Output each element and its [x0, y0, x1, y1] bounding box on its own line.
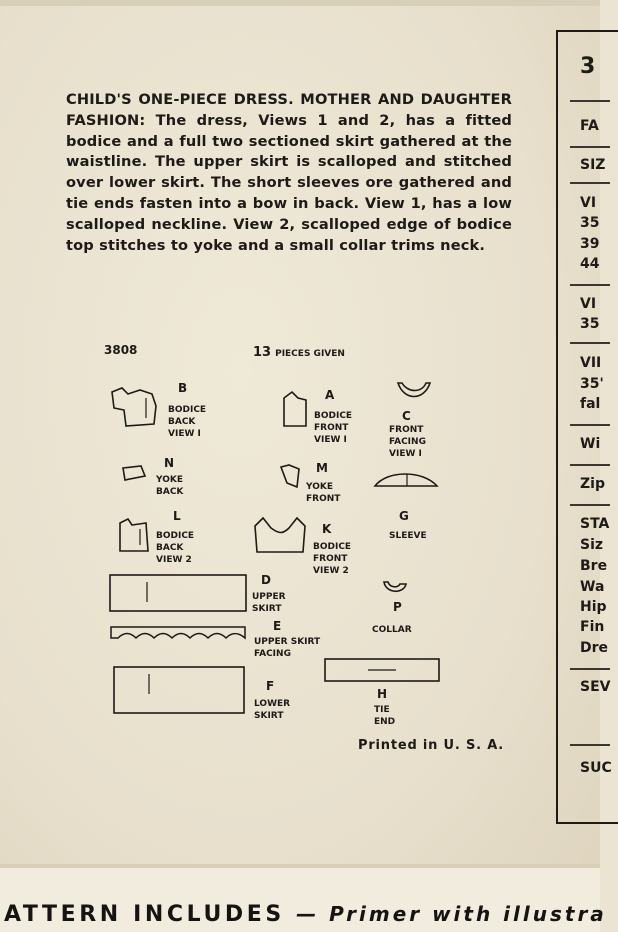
bodice-front-view1-shape	[280, 388, 310, 430]
piece-n-letter: N	[164, 456, 175, 470]
side-rule	[570, 146, 610, 148]
side-cell: FA	[580, 118, 599, 134]
piece-g-letter: G	[399, 509, 409, 523]
piece-e-letter: E	[273, 619, 282, 633]
piece-h-letter: H	[377, 687, 388, 701]
side-cell: Wi	[580, 436, 601, 452]
lower-skirt-shape	[111, 664, 247, 716]
side-rule	[570, 182, 610, 184]
side-cell: Dre	[580, 640, 609, 656]
side-cell: 44	[580, 256, 600, 272]
piece-e-label: UPPER SKIRT FACING	[254, 637, 321, 659]
piece-n-label: YOKE BACK	[156, 475, 184, 497]
printed-in-usa: Printed in U. S. A.	[358, 738, 505, 753]
piece-f-letter: F	[266, 679, 275, 693]
piece-h-label: TIE END	[374, 705, 396, 727]
side-cell: 3	[580, 54, 596, 79]
piece-b-letter: B	[178, 381, 188, 395]
side-cell: Bre	[580, 558, 608, 574]
side-cell: SUC	[580, 760, 612, 776]
piece-f-label: LOWER SKIRT	[254, 699, 291, 721]
side-rule	[570, 424, 610, 426]
piece-g-label: SLEEVE	[389, 531, 427, 541]
bottom-banner-text	[4, 902, 607, 927]
side-rule	[570, 744, 610, 746]
side-cell: STA	[580, 516, 610, 532]
piece-d-label: UPPER SKIRT	[252, 592, 286, 614]
piece-a-letter: A	[325, 388, 335, 402]
banner-sub: — Primer with illustra	[296, 902, 607, 926]
side-cell: Zip	[580, 476, 605, 492]
yoke-front-shape	[277, 461, 303, 491]
side-cell: Fin	[580, 619, 605, 635]
side-cell: SIZ	[580, 157, 606, 173]
piece-a-label: BODICE FRONT VIEW I	[314, 411, 353, 445]
side-cell: VII	[580, 355, 602, 371]
upper-skirt-facing-shape	[108, 624, 248, 642]
front-facing-view1-shape	[394, 379, 434, 405]
yoke-back-shape	[119, 462, 149, 484]
side-cell: VI	[580, 296, 597, 312]
pieces-label: PIECES GIVEN	[275, 349, 345, 359]
tie-end-shape	[322, 656, 442, 684]
side-rule	[570, 504, 610, 506]
piece-l-letter: L	[173, 509, 181, 523]
side-cell: fal	[580, 396, 601, 412]
side-cell: 35'	[580, 376, 604, 392]
piece-k-label: BODICE FRONT VIEW 2	[313, 542, 352, 576]
side-cell: SEV	[580, 679, 611, 695]
side-rule	[570, 100, 610, 102]
bodice-back-view2-shape	[116, 515, 152, 555]
description-body: The dress, Views 1 and 2, has a fitted bodice and a full two sectioned skirt gathered at the waistline. The upper skirt is scalloped and stitched over lower skirt. The short sleeves ore gathered and tie ends fasten into a bow in back. View 1, has a low scalloped neckline. View 2, scalloped edge of bodice top stitches to yoke and a small collar trims neck.	[66, 111, 513, 254]
upper-skirt-shape	[107, 572, 249, 614]
pieces-given	[253, 345, 345, 360]
collar-shape	[380, 578, 410, 598]
side-info-table	[556, 30, 618, 824]
description-title: CHILD'S ONE-PIECE DRESS. MOTHER AND DAUGHTER FASHION:	[66, 91, 512, 129]
side-cell: 35	[580, 316, 600, 332]
side-cell: VI	[580, 195, 597, 211]
piece-p-label: COLLAR	[372, 625, 412, 635]
piece-l-label: BODICE BACK VIEW 2	[156, 531, 195, 565]
side-cell: Siz	[580, 537, 604, 553]
side-cell: 35	[580, 215, 600, 231]
pieces-count: 13	[253, 345, 272, 360]
piece-c-letter: C	[402, 409, 411, 423]
piece-p-letter: P	[393, 600, 402, 614]
envelope-fold	[0, 0, 600, 6]
side-rule	[570, 668, 610, 670]
dress-description	[66, 90, 512, 256]
side-rule	[570, 284, 610, 286]
pattern-number: 3808	[104, 343, 138, 357]
piece-m-letter: M	[316, 461, 328, 475]
side-rule	[570, 342, 610, 344]
side-cell: 39	[580, 236, 600, 252]
piece-k-letter: K	[322, 522, 332, 536]
banner-main: ATTERN INCLUDES	[4, 902, 285, 927]
bodice-back-view1-shape	[108, 384, 164, 430]
side-rule	[570, 464, 610, 466]
side-cell: Wa	[580, 579, 605, 595]
sleeve-shape	[371, 468, 441, 494]
side-cell: Hip	[580, 599, 607, 615]
piece-m-label: YOKE FRONT	[306, 482, 341, 504]
piece-b-label: BODICE BACK VIEW I	[168, 405, 207, 439]
bodice-front-view2-shape	[251, 514, 309, 556]
piece-d-letter: D	[261, 573, 271, 587]
piece-c-label: FRONT FACING VIEW I	[389, 425, 426, 459]
